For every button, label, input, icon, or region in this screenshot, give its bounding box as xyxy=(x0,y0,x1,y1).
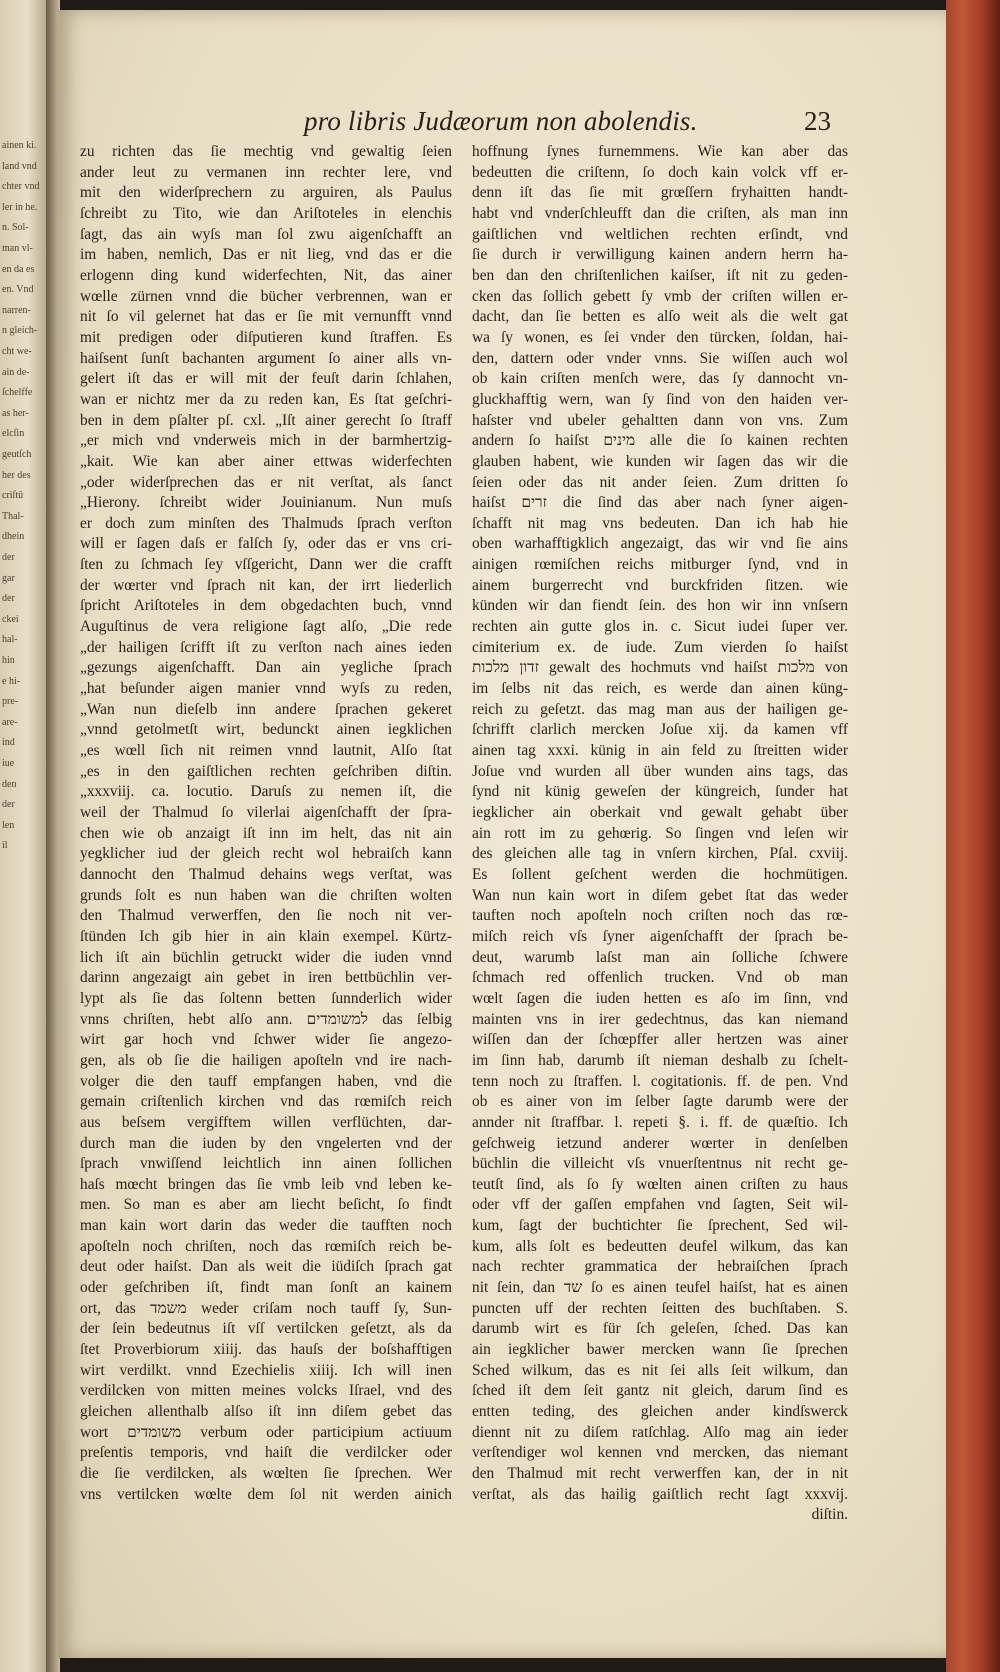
text-line: puncten uff der rechten ſeitten des buchſtaben. S. xyxy=(472,1299,848,1317)
text-line: yegklicher iud der gleich recht wol hebraiſch kann xyxy=(80,845,452,863)
text-line: nit ſo vil gelernet hat das er ſie mit vernunfft vnnd xyxy=(80,308,452,326)
text-line: „vnnd getolmetſt wirt, bedunckt ainen iegklichen xyxy=(80,721,452,739)
text-line: Es ſollent geſchent werden die hochmütigen. xyxy=(472,865,848,883)
text-line: haiſsent ſunſt bachanten argument ſo ainer alls vn- xyxy=(80,349,452,367)
text-line: nit ſein, dan שד ſo es ainen teufel haiſst, hat es ainen xyxy=(472,1279,848,1297)
text-line: ben in dem pſalter pſ. cxl. „Iſt ainer gerecht ſo ſtraff xyxy=(80,411,452,429)
text-line: „xxxviij. ca. locutio. Daruſs zu nemen iſt, die xyxy=(80,783,452,801)
previous-page-fragment: ind xyxy=(2,737,15,749)
text-line: mit den widerſprechern zu arguiren, als Paulus xyxy=(80,184,452,202)
text-line: gluckhafftig wern, wan ſy ſind von den haiden ver- xyxy=(472,390,848,408)
text-line: apoſteln noch chriſten, noch das rœmiſch reich be- xyxy=(80,1237,452,1255)
text-line: den Thalmud verwerffen, den ſie noch nit ver- xyxy=(80,907,452,925)
text-line: dannocht den Thalmud dehains wegs verſtat, was xyxy=(80,865,452,883)
previous-page-fragment: iue xyxy=(2,758,15,769)
text-line: büchlin die villeicht vſs vnuerſtentnus nit recht ge- xyxy=(472,1155,848,1173)
text-line: ſagt, das ain wyſs man ſol zwu aigenſchafft an xyxy=(80,225,452,243)
text-line: lypt als ſie das ſoltenn betten ſunnderlich wider xyxy=(80,989,452,1007)
previous-page-fragment: cht we- xyxy=(2,346,32,357)
text-line: wiſſen dan der ſchœpffer aller hertzen was ainer xyxy=(472,1031,848,1049)
text-line: ort, das משמד weder criſam noch tauff ſy, Sun- xyxy=(80,1299,452,1317)
text-line: ainen tag xxxi. künig in ain feld zu ſtreitten wider xyxy=(472,742,848,760)
text-line: ſchmach red offenlich trucken. Vnd ob man xyxy=(472,969,848,987)
previous-page-fragment: der xyxy=(2,593,15,605)
text-line: miſch reich vſs ſyner aigenſchafft der ſprach be- xyxy=(472,927,848,945)
text-line: haſster vnd ubeler gehaltten dann von vns. Zum xyxy=(472,411,848,429)
text-line: deut, warumb laſst man ain ſolliche ſchwere xyxy=(472,948,848,966)
text-line: ſched iſt dem ſeit gantz nit gleich, darum ſind es xyxy=(472,1382,848,1400)
text-line: gaiſtlichen vnd weltlichen rechten erſindt, vnd xyxy=(472,225,848,243)
text-line: verſtendiger wol kennen vnd mercken, das niemant xyxy=(472,1444,848,1462)
text-line: ſynd nit künig geweſen der küngreich, ſunder hat xyxy=(472,783,848,801)
text-line: will er ſagen daſs er falſch ſy, oder das er vns cri- xyxy=(80,535,452,553)
text-line: geſchweig ietzund anderer wœrter in denſelben xyxy=(472,1134,848,1152)
text-line: lich iſt ain büchlin getruckt wider die iuden vnnd xyxy=(80,948,452,966)
text-line: hoffnung ſynes furnemmens. Wie kan aber das xyxy=(472,143,848,160)
text-line: ſtünden Ich gib hier in ain klain exempel. Kürtz- xyxy=(80,927,452,945)
text-line: mainten vns in irer gedechtnus, das kan niemand xyxy=(472,1010,848,1028)
text-line: erlogenn ding kund widerfechten, Nit, das ainer xyxy=(80,266,452,284)
previous-page-fragment: der xyxy=(2,552,15,563)
text-line: wœlle zürnen vnnd die bücher verbrennen, wan er xyxy=(80,287,452,305)
text-line: ſprach vnwiſſend leichtlich inn ainen ſollichen xyxy=(80,1155,452,1173)
text-line: rechten ain gutte glos in. c. Sicut iudei ſuper ver. xyxy=(472,618,848,636)
page-edge-red xyxy=(946,0,1000,1672)
text-line: זדון מלכות gewalt des hochmuts vnd haiſst מלכות von xyxy=(472,659,848,677)
previous-page-fragment: en. Vnd xyxy=(2,284,34,296)
previous-page-fragment: gar xyxy=(2,572,15,584)
text-line: oder geſchriben iſt, findt man ſonſt an kainem xyxy=(80,1279,452,1297)
text-line: annder nit ſtraffbar. l. repeti §. i. ff. de quæſtio. Ich xyxy=(472,1113,848,1131)
text-line: den Thalmud mit recht verwerffen kan, der in nit xyxy=(472,1465,848,1482)
previous-page-fragment: as her- xyxy=(2,407,29,419)
text-line: kum, ſagt der buchtichter ſie ſprechent, Sed wil- xyxy=(472,1217,848,1235)
text-line: ob kain criſten menſch were, das ſy dannocht vn- xyxy=(472,370,848,388)
previous-page-fragment: chter vnd xyxy=(2,181,40,193)
running-title: pro libris Judæorum non abolendis. xyxy=(304,106,698,136)
text-line: er doch zum minſten des Thalmuds ſprach verſton xyxy=(80,514,452,532)
text-line: Wan nun kain wort in diſem gebet ſtat das weder xyxy=(472,886,848,904)
text-line: Joſue vnd wurden all über wunden ains tags, das xyxy=(472,762,848,780)
previous-page-fragment: geutſch xyxy=(2,449,32,460)
previous-page-fragment: len xyxy=(2,819,15,831)
previous-page-fragment: her des xyxy=(2,469,31,481)
previous-page-fragment: elcſin xyxy=(2,428,25,440)
text-line: wirt verdilkt. vnnd Ezechielis xiiij. Ich will inen xyxy=(80,1361,452,1379)
previous-page-fragment: ckei xyxy=(2,613,19,625)
previous-page-fragment: den xyxy=(2,778,17,790)
text-line: „kait. Wie kan aber ainer ettwas widerfechten xyxy=(80,452,452,470)
text-line: aus beſsem vergifftem willen verflüchten, dar- xyxy=(80,1113,452,1131)
text-line: oder vff der gaſſen empfahen vnd ſagten, Seit wil- xyxy=(472,1196,848,1214)
text-line: „oder widerſprechen das er nit verſtat, als ſanct xyxy=(80,473,452,491)
text-line: nach rechter grammatica der hebraiſchen ſprach xyxy=(472,1258,848,1276)
text-line: ander leut zu vermanen inn rechter lere, vnd xyxy=(80,163,452,181)
previous-page-edge xyxy=(0,0,46,1672)
text-line: wan er nichtz mer da zu reden kan, Es ſtat geſchri- xyxy=(80,390,452,408)
text-line: grunds ſolt es nun haben wan die chriſten wolten xyxy=(80,886,452,904)
text-line: gelert iſt das er will mit der feuſt darin ſchlahen, xyxy=(80,370,452,388)
text-line: „der hailigen ſcrifft iſt zu verſton nach aines ieden xyxy=(80,638,452,656)
text-line: diennt nit zu diſem ratſchlag. Alſo mag ain ieder xyxy=(472,1423,848,1441)
text-line: habt vnd vnderſchleufft dan die criſten, als man inn xyxy=(472,204,848,222)
text-line: „es in den gaiſtlichen rechten geſchriben diſtin. xyxy=(80,762,452,780)
text-line: wœlt ſagen die iuden hetten es aſo im ſinn, vnd xyxy=(472,989,848,1007)
text-line: Auguſtinus de vera religione ſagt alſo, „Die rede xyxy=(80,618,452,636)
text-line: reich zu geſetzt. das mag man aus der hailigen ge- xyxy=(472,700,848,718)
text-line: preſentis temporis, vnd haiſt die verdilcker oder xyxy=(80,1444,452,1462)
text-line: gen, als ob ſie die hailigen apoſteln vnd ire nach- xyxy=(80,1051,452,1069)
text-line: künden wir dan fiendt ſein. des hon wir inn vnſsern xyxy=(472,597,848,615)
text-line: chen wie ob anzaigt iſt inn im helt, das nit ain xyxy=(80,824,452,842)
text-line: man kain wort darin das weder die taufften noch xyxy=(80,1217,452,1235)
page-number: 23 xyxy=(804,106,831,136)
text-line: Sched wilkum, das es nit ſei alls ſeit wilkum, dan xyxy=(472,1361,848,1379)
text-line: cimiterium ex. de iude. Zum vierden ſo haiſst xyxy=(472,638,848,656)
text-line: darumb wirt es für ſch geleſen, ſched. Das kan xyxy=(472,1320,848,1338)
page-header xyxy=(58,106,946,142)
previous-page-fragment: land vnd xyxy=(2,160,37,172)
text-line: „er mich vnd vnderweis mich in der barmhertzig- xyxy=(80,432,452,450)
previous-page-fragment: pre- xyxy=(2,696,19,708)
text-line: glauben habent, wie kunden wir ſagen das wir die xyxy=(472,452,848,470)
text-line: gemain criſtenlich kirchen vnd das rœmiſch reich xyxy=(80,1093,452,1111)
text-line: den, dattern oder vnder vnns. Sie wiſſen auch wol xyxy=(472,349,848,367)
text-line: verdilcken von mitten meines volcks Iſrael, vnd des xyxy=(80,1382,452,1400)
text-line: verſtat, als das hailig gaiſtlich recht ſagt xxxvij. xyxy=(472,1485,848,1503)
text-line: ben dan den chriſtenlichen kaiſser, iſt nit zu geden- xyxy=(472,266,848,284)
text-line: ſie durch ir verwilligung kainen andern herrn ha- xyxy=(472,246,848,264)
text-line: ainem burgerrecht vnd burckfriden ſitzen. wie xyxy=(472,576,848,594)
text-line: kum, alls ſolt es bedeutten deufel wilkum, das kan xyxy=(472,1237,848,1255)
text-line: wa ſy wonen, es ſei vnder den türcken, ſoldan, hai- xyxy=(472,328,848,346)
text-line: ſchrifft clarlich mercken Joſue xij. da kamen vff xyxy=(472,721,848,739)
text-line: denn iſt das ſie mit grœſſern fryhaitten handt- xyxy=(472,184,848,202)
text-line: „hat beſunder aigen manier vnnd wyſs zu reden, xyxy=(80,680,452,698)
text-line: ſchreibt zu Tito, wie dan Ariſtoteles in elenchis xyxy=(80,204,452,222)
text-line: oben warhafftigklich angezaigt, das wir vnd ſie ains xyxy=(472,535,848,553)
text-line: mit predigen oder diſputieren kund ſtraffen. Es xyxy=(80,328,452,346)
text-line: „es wœll ſich nit reimen vnnd lautnit, Alſo ſtat xyxy=(80,742,452,760)
text-line: tauften noch apoſteln noch criſten noch das rœ- xyxy=(472,907,848,925)
previous-page-fragment: il xyxy=(2,840,8,852)
text-line: im ſelbs nit das reich, es werde dan ainen küng- xyxy=(472,680,848,698)
previous-page-fragment: are- xyxy=(2,716,18,728)
text-line: ſtet Proverbiorum xiiij. das hauſs der boſshafftigen xyxy=(80,1341,452,1359)
text-line: vnns chriſten, hebt alſo ann. למשומדים das ſelbig xyxy=(80,1010,452,1028)
previous-page-fragment: ainen ki. xyxy=(2,140,37,151)
text-line: ain iegklicher bawer mercken wann ſie ſprechen xyxy=(472,1341,848,1359)
previous-page-fragment: ſchelffe xyxy=(2,387,33,399)
text-line: andern ſo haiſst מינים alle die ſo kainen rechten xyxy=(472,432,848,450)
text-line: volger die den tauff empfangen haben, vnd die xyxy=(80,1072,452,1090)
text-line: entten teding, des gleichen ander kindſswerck xyxy=(472,1403,848,1421)
text-line: haſs mœcht bringen das ſie vmb leib vnd leben ke- xyxy=(80,1175,452,1193)
text-line: ſpricht Ariſtoteles in dem obgedachten buch, vnnd xyxy=(80,597,452,615)
previous-page-fragment: n. Sol- xyxy=(2,222,29,234)
text-line: haiſst זרים die ſind das aber nach ſyner aigen- xyxy=(472,494,848,512)
text-line: men. So man es aber am liecht beſicht, ſo findt xyxy=(80,1196,452,1214)
previous-page-fragment: dhein xyxy=(2,531,25,543)
text-line: ſten zu ſchmach ſey vſſgericht, Dann wer die crafft xyxy=(80,556,452,574)
previous-page-fragment: ler in he. xyxy=(2,201,38,213)
text-line: „Wan nun dieſelb inn andere ſprachen gekeret xyxy=(80,700,452,718)
text-line: ſchafft nit mag vns bedeuten. Dan ich hab hie xyxy=(472,514,848,532)
text-line: wort משומדים verbum oder participium actiuum xyxy=(80,1423,452,1441)
text-line: im ſinn hab, darumb iſt nieman deshalb zu ſchelt- xyxy=(472,1051,848,1069)
text-line: weil der Thalmud ſo vilerlai aigenſchafft der ſpra- xyxy=(80,804,452,821)
text-line: ain rott im zu gehœrig. So ſingen vnd leſen wir xyxy=(472,824,848,842)
previous-page-fragment: man vl- xyxy=(2,243,33,254)
left-text-column xyxy=(80,142,452,1505)
previous-page-fragment: ain de- xyxy=(2,366,30,378)
text-line: cken das ſollich gebett ſy vmb der criſten willen er- xyxy=(472,287,848,305)
text-line: die ſie verdilcken, als wœlten ſie ſprechen. Wer xyxy=(80,1465,452,1482)
text-line: deut oder haiſst. Dan als weit die iüdiſch ſprach gat xyxy=(80,1258,452,1276)
text-line: bedeutten die criſtenn, ſo doch kain volck vff er- xyxy=(472,163,848,181)
text-line: der ſein bedeutnus iſt vſſ vertilcken geſetzt, als da xyxy=(80,1320,452,1338)
text-line: gleichen allenthalb alſso iſt inn diſem gebet das xyxy=(80,1403,452,1421)
previous-page-fragment: hal- xyxy=(2,634,18,646)
text-line: im haben, nemlich, Das er nit lieg, vnd das er die xyxy=(80,246,452,264)
text-line: dacht, dan ſie betten es alſo weit als die welt gat xyxy=(472,308,848,326)
text-line: diſtin. xyxy=(811,1506,848,1524)
text-line: durch man die iuden by den vngelerten vnd der xyxy=(80,1134,452,1152)
text-line: vns vertilcken wœlte dem ſol nit werden ainich xyxy=(80,1485,452,1503)
text-line: ob es ainer von im ſelber ſagte darumb were der xyxy=(472,1093,848,1111)
previous-page-fragment: n gleich- xyxy=(2,325,38,337)
text-line: des gleichen alle tag in vnſern kirchen, Pſal. cxviij. xyxy=(472,845,848,863)
previous-page-fragment: hin xyxy=(2,655,15,666)
right-text-column xyxy=(472,142,848,1526)
text-line: ainigen rœmiſchen reichs mitburger ſynd, vnd in xyxy=(472,556,848,574)
text-line: „gezungs aigenſchafft. Dan ain yegliche ſprach xyxy=(80,659,452,677)
previous-page-fragment: criſtū xyxy=(2,490,24,502)
text-line: ſeien oder das nit ander ſeien. Zum dritten ſo xyxy=(472,473,848,491)
text-line: zu richten das ſie mechtig vnd gewaltig ſeien xyxy=(80,143,452,160)
previous-page-fragment: en da es xyxy=(2,263,35,275)
previous-page-fragment: e hi- xyxy=(2,675,21,687)
previous-page-fragment: Thal- xyxy=(2,510,24,522)
text-line: darinn angezaigt ain gebet in iren bettbüchlin ver- xyxy=(80,969,452,987)
previous-page-fragment: der xyxy=(2,799,15,811)
text-line: tenn noch zu ſtraffen. l. cogitationis. ff. de pen. Vnd xyxy=(472,1072,848,1090)
text-line: iegklicher ain oberkait vnd gewalt gehabt über xyxy=(472,804,848,821)
text-line: der wœrter vnd ſprach nit kan, der irrt liederlich xyxy=(80,576,452,594)
text-line: wirt gar hoch vnd ſchwer wider ſie angezo- xyxy=(80,1031,452,1049)
text-line: teutſt ſind, als ſo ſy wœlten ainen criſten zu haus xyxy=(472,1175,848,1193)
text-line: „Hierony. ſchreibt wider Jouinianum. Nun muſs xyxy=(80,494,452,512)
previous-page-fragment: narren- xyxy=(2,304,31,316)
